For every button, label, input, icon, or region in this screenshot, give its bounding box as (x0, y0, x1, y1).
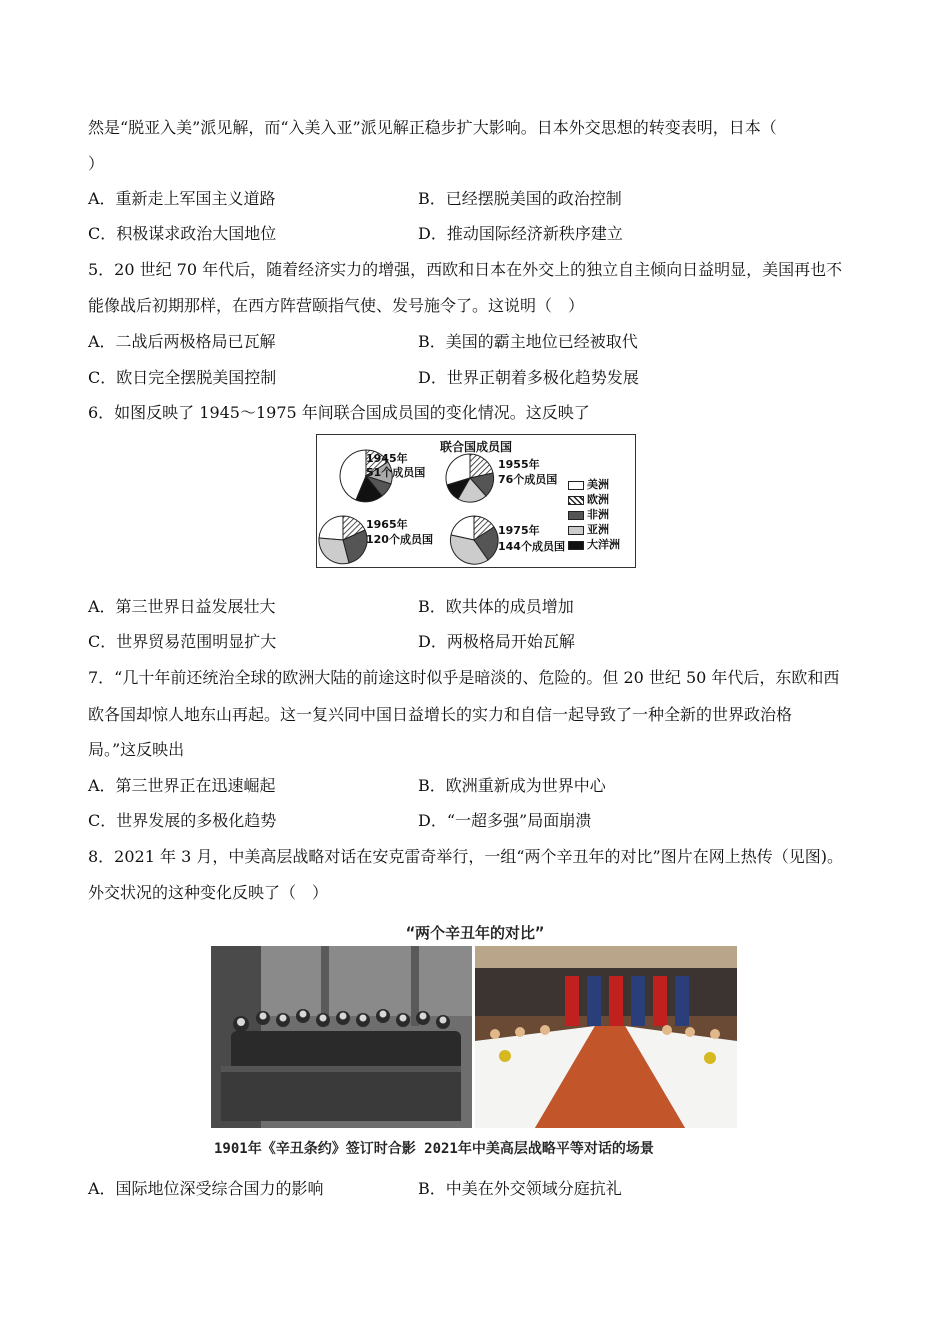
pie-1955 (446, 454, 494, 502)
photo-1901-treaty (211, 946, 472, 1128)
q5-option-a: A．二战后两极格局已瓦解 (88, 332, 276, 351)
legend-oceania: 大洋洲 (568, 536, 620, 548)
photo-2021-dialogue (475, 946, 737, 1128)
q5-option-d: D．世界正朝着多极化趋势发展 (418, 368, 639, 387)
legend-europe: 欧洲 (568, 491, 609, 503)
pie-label-1955-year: 1955年 (498, 458, 540, 471)
q7-option-d: D．“一超多强”局面崩溃 (418, 811, 592, 830)
pie-label-1945-year: 1945年 (366, 452, 408, 465)
figure-title: 联合国成员国 (439, 440, 512, 454)
q7-stem-line-2: 欧各国却惊人地东山再起。这一复兴同中国日益增长的实力和自信一起导致了一种全新的世界政治格 (88, 705, 793, 724)
q7-option-b: B．欧洲重新成为世界中心 (418, 776, 606, 795)
q4-stem-line-2: ） (88, 154, 105, 173)
comparison-figure-caption: 1901年《辛丑条约》签订时合影 2021年中美高层战略平等对话的场景 (214, 1141, 654, 1157)
q7-option-c: C．世界发展的多极化趋势 (88, 811, 277, 830)
q6-stem-line-1: 6．如图反映了 1945～1975 年间联合国成员国的变化情况。这反映了 (88, 403, 590, 422)
q7-option-a: A．第三世界正在迅速崛起 (88, 776, 276, 795)
q7-stem-line-3: 局。”这反映出 (88, 740, 185, 759)
q4-option-a: A．重新走上军国主义道路 (88, 189, 276, 208)
q8-option-b: B．中美在外交领域分庭抗礼 (418, 1179, 622, 1198)
pie-label-1945-count: 51个成员国 (366, 466, 426, 479)
q5-option-c: C．欧日完全摆脱美国控制 (88, 368, 277, 387)
pie-label-1965-year: 1965年 (366, 518, 408, 531)
q4-stem-line-1: 然是“脱亚入美”派见解，而“入美入亚”派见解正稳步扩大影响。日本外交思想的转变表明，日本（ (88, 118, 777, 137)
q6-option-c: C．世界贸易范围明显扩大 (88, 632, 277, 651)
q4-option-b: B．已经摆脱美国的政治控制 (418, 189, 622, 208)
q7-stem-line-1: 7．“几十年前还统治全球的欧洲大陆的前途这时似乎是暗淡的、危险的。但 20 世纪 50 年代后，东欧和西 (88, 668, 840, 687)
pie-label-1965-count: 120个成员国 (366, 533, 433, 546)
q8-stem-line-1: 8．2021 年 3 月，中美高层战略对话在安克雷奇举行，一组“两个辛丑年的对比”图片在网上热传（见图)。 (88, 847, 843, 866)
pie-label-1955-count: 76个成员国 (498, 473, 558, 486)
q4-option-d: D．推动国际经济新秩序建立 (418, 224, 623, 243)
q4-option-c: C．积极谋求政治大国地位 (88, 224, 277, 243)
legend-americas: 美洲 (568, 476, 609, 488)
q8-stem-line-2: 外交状况的这种变化反映了（ ） (88, 883, 329, 902)
pie-label-1975-count: 144个成员国 (498, 540, 565, 553)
q8-option-a: A．国际地位深受综合国力的影响 (88, 1179, 324, 1198)
q6-option-d: D．两极格局开始瓦解 (418, 632, 575, 651)
legend-asia: 亚洲 (568, 521, 609, 533)
q6-option-a: A．第三世界日益发展壮大 (88, 597, 276, 616)
q6-option-b: B．欧共体的成员增加 (418, 597, 574, 616)
pie-1965 (319, 516, 367, 564)
legend-africa: 非洲 (568, 506, 609, 518)
pie-label-1975-year: 1975年 (498, 524, 540, 537)
q5-stem-line-1: 5．20 世纪 70 年代后，随着经济实力的增强，西欧和日本在外交上的独立自主倾向日益明显，美国再也不 (88, 260, 843, 279)
q5-stem-line-2: 能像战后初期那样，在西方阵营颐指气使、发号施令了。这说明（ ） (88, 296, 585, 315)
q5-option-b: B．美国的霸主地位已经被取代 (418, 332, 638, 351)
comparison-figure-title: “两个辛丑年的对比” (405, 924, 545, 942)
pie-1975 (450, 516, 498, 564)
